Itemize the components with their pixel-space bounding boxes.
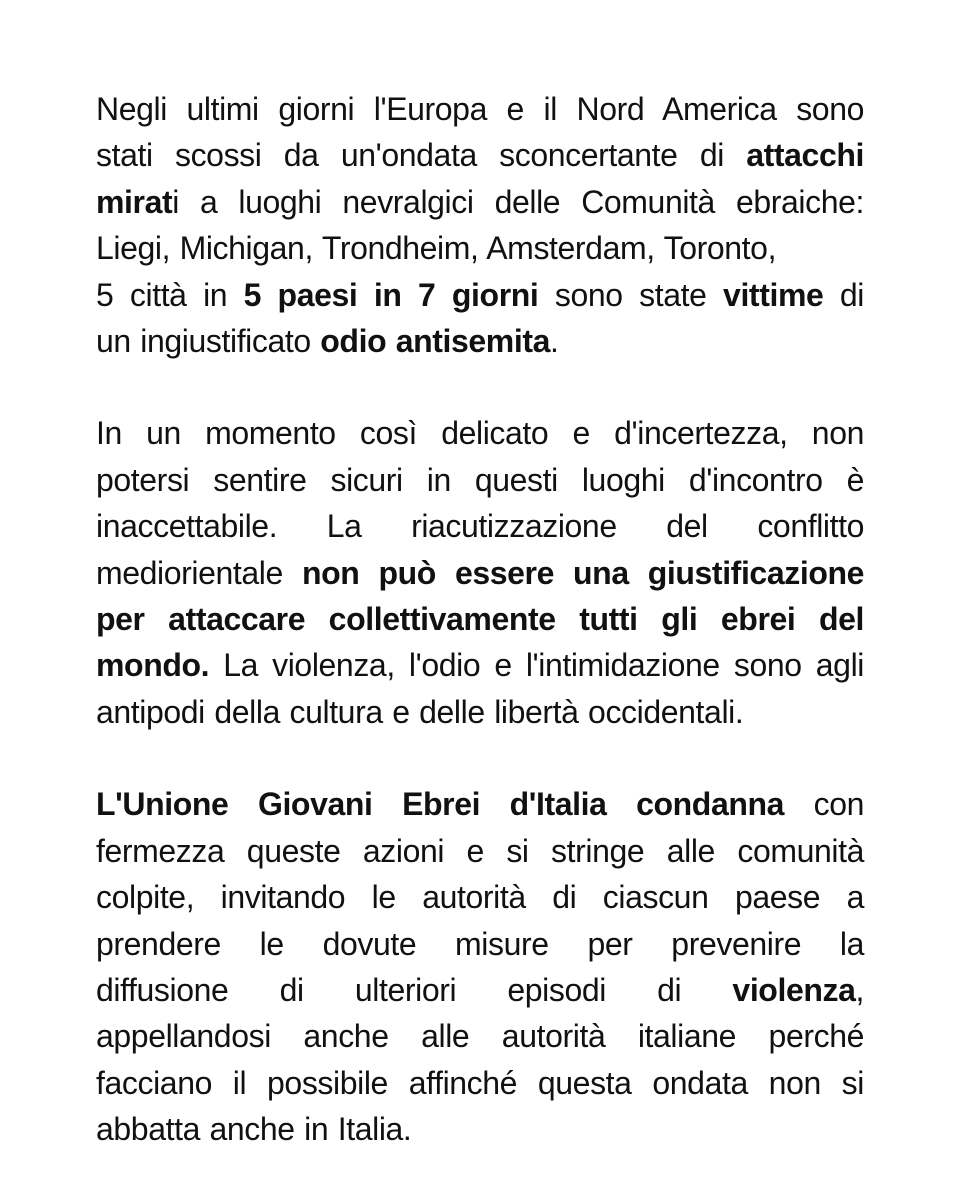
text-run: un ingiustificato: [96, 323, 321, 360]
bold-text: vittime: [723, 276, 824, 313]
text-run: In un momento così delicato e d'incertezza, non: [96, 415, 864, 452]
text-run: diffusione di ulteriori episodi di: [96, 971, 733, 1008]
text-run: i a luoghi nevralgici delle Comunità ebraiche:: [172, 183, 864, 220]
text-run: abbatta anche in Italia.: [96, 1111, 412, 1148]
bold-text: mirat: [96, 183, 173, 220]
text-run: mediorientale: [96, 554, 302, 591]
paragraph-attacks: [96, 86, 864, 364]
text-line: [96, 179, 864, 225]
text-run: antipodi della cultura e delle libertà occidentali.: [96, 693, 744, 730]
text-run: 5 città in: [96, 276, 244, 313]
text-line: [96, 1013, 864, 1059]
text-run: inaccettabile. La riacutizzazione del conflitto: [96, 508, 864, 545]
text-run: facciano il possibile affinché questa ondata non si: [96, 1064, 864, 1101]
bold-text: odio antisemita: [320, 323, 550, 360]
bold-text: L'Unione Giovani Ebrei d'Italia condanna: [96, 786, 785, 823]
text-line: [96, 1106, 864, 1152]
text-run: colpite, invitando le autorità di ciascun paese a: [96, 879, 864, 916]
text-line: [96, 967, 864, 1013]
paragraph-spacer: [96, 735, 864, 781]
text-run: prendere le dovute misure per prevenire la: [96, 925, 864, 962]
text-line: [96, 874, 864, 920]
text-run: con: [784, 786, 864, 823]
text-line: [96, 689, 864, 735]
bold-text: violenza: [732, 971, 856, 1008]
text-line: [96, 86, 864, 132]
text-line: [96, 781, 864, 827]
bold-text: non può essere una giustificazione: [301, 554, 865, 591]
paragraph-condemnation-context: [96, 410, 864, 735]
text-run: ,: [855, 971, 864, 1008]
text-run: appellandosi anche alle autorità italiane perché: [96, 1018, 864, 1055]
text-run: potersi sentire sicuri in questi luoghi d'incontro è: [96, 461, 864, 498]
text-run: Liegi, Michigan, Trondheim, Amsterdam, Toronto,: [96, 230, 777, 267]
text-run: La violenza, l'odio e l'intimidazione sono agli: [209, 647, 864, 684]
text-line: [96, 596, 864, 642]
text-run: di: [823, 276, 864, 313]
text-line: [96, 225, 864, 271]
text-line: [96, 410, 864, 456]
text-line: [96, 272, 864, 318]
text-line: [96, 318, 864, 364]
text-run: .: [550, 323, 559, 360]
text-line: [96, 921, 864, 967]
bold-text: attacchi: [746, 137, 864, 174]
bold-text: mondo.: [96, 647, 210, 684]
statement-document: [96, 86, 864, 1153]
text-line: [96, 1060, 864, 1106]
bold-text: 5 paesi in 7 giorni: [243, 276, 539, 313]
text-line: [96, 503, 864, 549]
paragraph-spacer: [96, 364, 864, 410]
text-run: fermezza queste azioni e si stringe alle comunità: [96, 832, 864, 869]
text-line: [96, 132, 864, 178]
text-run: Negli ultimi giorni l'Europa e il Nord America sono: [96, 91, 864, 127]
bold-text: per attaccare collettivamente tutti gli ebrei del: [96, 601, 864, 638]
text-line: [96, 642, 864, 688]
paragraph-ugei-statement: [96, 781, 864, 1152]
text-run: stati scossi da un'ondata sconcertante di: [96, 137, 747, 174]
text-line: [96, 550, 864, 596]
text-line: [96, 457, 864, 503]
text-run: sono state: [538, 276, 724, 313]
text-line: [96, 828, 864, 874]
